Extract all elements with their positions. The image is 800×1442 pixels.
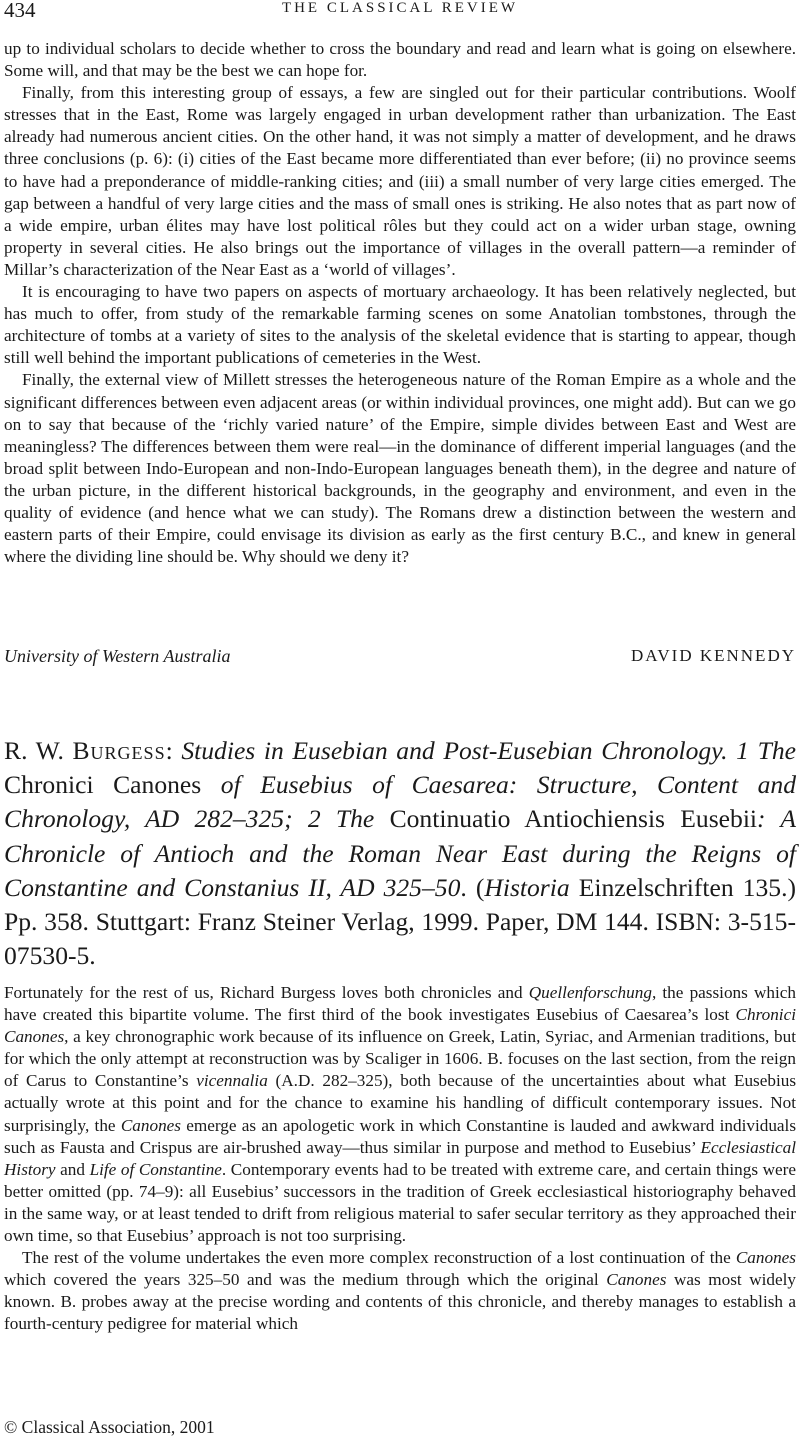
- heading-colon: :: [165, 736, 182, 765]
- text-run: The rest of the volume undertakes the even more complex reconstruction of a lost continuation of the: [22, 1248, 736, 1268]
- text-run: . Contemporary events had to be treated with extreme care, and certain things were better omitted (pp. 74–9): all Eusebius’ successors in the tradition of Greek ecclesiastical historiography behaved in the same way, or at least tended to drift from religious material to safer secular territory as they approached their own time, so that Eusebius’ approach is not too surprising.: [4, 1159, 796, 1246]
- text-run: which covered the years 325–50 and was the medium through which the original: [4, 1270, 607, 1290]
- series-name: Historia: [484, 872, 570, 902]
- book-title-part: Continuatio Antiochiensis Eusebii: [389, 804, 758, 834]
- copyright-notice: © Classical Association, 2001: [4, 1417, 215, 1437]
- paragraph: It is encouraging to have two papers on aspects of mortuary archaeology. It has been relatively neglected, but has much to offer, from study of the remarkable farming scenes on some Anatolian tombstones, through the architecture of tombs at a variety of sites to the analysis of the skeletal evidence that is starting to appear, though still well behind the important publications of cemeteries in the West.: [4, 282, 796, 368]
- text-run: vicennalia: [196, 1071, 268, 1091]
- text-run: (A.D. 282–325), both because of the uncertainties about what Eusebius actually wrote at this point and for the chance to examine his handling of difficult contemporary issues. Not surprisingly, the: [4, 1071, 797, 1135]
- reviewer-name: DAVID KENNEDY: [631, 646, 796, 665]
- book-title-part: : A Chronicle of Antioch and the Roman Near East during the Reigns of Constantine and Constanius II, AD 325–50: [4, 804, 796, 902]
- paragraph: [4, 982, 796, 1247]
- paragraph: Finally, the external view of Millett stresses the heterogeneous nature of the Roman Empire as a whole and the significant differences between even adjacent areas (or within individual provinces, one might add). But can we go on to say that because of the ‘richly varied nature’ of the Empire, simple divides between East and West are meaningless? The differences between them were real—in the dominance of different imperial languages (and the broad split between Indo-European and non-Indo-European languages beneath them), in the degree and nature of the urban picture, in the different historical backgrounds, in the geography and environment, and even in the quality of evidence (and hence what we can study). The Romans drew a distinction between the western and eastern parts of their Empire, could envisage its division as early as the first century B.C., and knew in general where the dividing line should be. Why should we deny it?: [4, 370, 796, 567]
- text-run: Life of Constantine: [89, 1159, 222, 1179]
- text-run: Canones: [606, 1270, 667, 1290]
- heading-author-initials: R. W.: [4, 736, 73, 765]
- book-title-part: Studies in Eusebian and Post-Eusebian Chronology. 1 The: [181, 736, 796, 765]
- text-run: Canones: [735, 1248, 796, 1268]
- signature-line: [4, 646, 796, 672]
- book-title-part: of Eusebius of Caesarea: Structure, Content and Chronology, AD 282–325; 2 The: [4, 770, 797, 834]
- book-details: Einzelschriften 135.) Pp. 358. Stuttgart: Franz Steiner Verlag, 1999. Paper, DM 144. ISBN: 3-515-07530-5.: [4, 872, 796, 971]
- text-run: Quellenforschung: [528, 983, 652, 1002]
- paragraph: [4, 1247, 796, 1335]
- review-text: [4, 982, 796, 1336]
- book-title-part: Chronici Canones: [4, 770, 202, 800]
- text-run: Ecclesiastical History: [4, 1137, 796, 1179]
- journal-title: THE CLASSICAL REVIEW: [281, 0, 519, 16]
- text-run: Chronici Canones: [4, 1005, 796, 1047]
- text-run: Canones: [120, 1115, 181, 1135]
- review-heading: [4, 734, 796, 973]
- text-run: was most widely known. B. probes away at the precise wording and contents of this chronicle, and thereby manages to establish a fourth-century pedigree for material which: [4, 1270, 796, 1334]
- page-number: 434: [4, 0, 36, 22]
- text-run: emerge as an apologetic work in which Constantine is lauded and awkward individuals such as Fausta and Crispus are air-brushed away—thus similar in purpose and method to Eusebius’: [4, 1115, 797, 1157]
- reviewer-affiliation: University of Western Australia: [4, 646, 231, 666]
- running-head: [4, 0, 796, 24]
- book-details: . (: [460, 872, 485, 902]
- text-run: Fortunately for the rest of us, Richard Burgess loves both chronicles and: [4, 983, 529, 1002]
- text-run: and: [55, 1159, 90, 1179]
- text-run: , a key chronographic work because of its influence on Greek, Latin, Syriac, and Armenian traditions, but for which the only attempt at reconstruction was by Scaliger in 1606. B. focuses on the last section, from the reign of Carus to Constantine’s: [4, 1027, 796, 1091]
- text-run: , the passions which have created this bipartite volume. The first third of the book investigates Eusebius of Caesarea’s lost: [4, 983, 796, 1025]
- heading-author-surname: Burgess: [72, 736, 166, 765]
- paragraph: Finally, from this interesting group of essays, a few are singled out for their particular contributions. Woolf stresses that in the East, Rome was largely engaged in urban development rather than urbanization. The East already had numerous ancient cities. On the other hand, it was not simply a matter of development, and he draws three conclusions (p. 6): (i) cities of the East became more differentiated than ever before; (ii) no province seems to have had a preponderance of middle-ranking cities; and (iii) a small number of very large cities emerged. The gap between a handful of very large cities and the mass of small ones is striking. He also notes that as part now of a wide empire, urban élites may have lost political rôles but they could act on a wider urban stage, owning property in several cities. He also brings out the importance of villages in the overall pattern—a reminder of Millar’s characterization of the Near East as a ‘world of villages’.: [4, 83, 796, 279]
- previous-review-text: [4, 38, 796, 568]
- paragraph: up to individual scholars to decide whether to cross the boundary and read and learn what is going on elsewhere. Some will, and that may be the best we can hope for.: [4, 39, 796, 81]
